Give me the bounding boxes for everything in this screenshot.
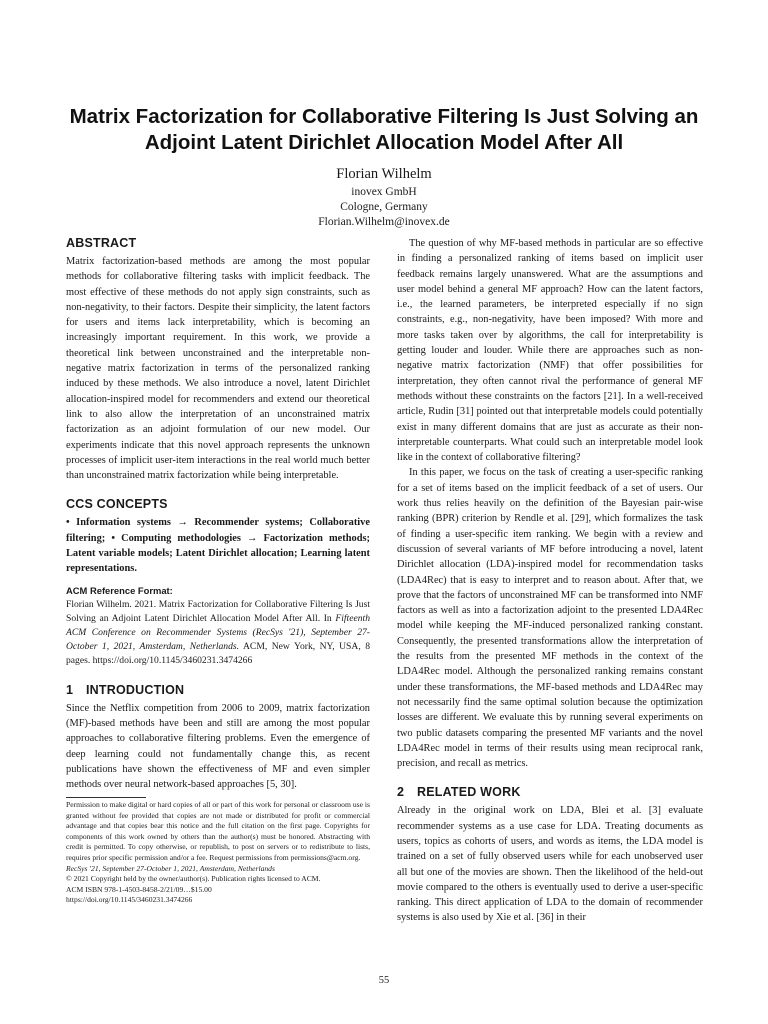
right-column — [397, 236, 703, 926]
conference-line: RecSys '21, September 27-October 1, 2021, Amsterdam, Netherlands — [66, 863, 275, 873]
intro-paragraph-2: The question of why MF-based methods in particular are so effective in finding a personalized ranking of items based on implicit user feedback remains largely unanswered. What are the assumptions and user model behind a general MF approach? How can the latent factors, i.e., the learned parameters, be interpreted especially if no sign constraints, e.g., non-negativity, have been imposed? With more and more tasks taken over by algorithms, the call for interpretability is getting louder and louder. While there are approaches such as non-negative matrix factorization (NMF) that offer possibilities for interpretation, they often cannot rival the performance of general MF methods without these constraints on the factors [21]. In a well-received article, Rudin [31] pointed out that interpretable models could potentially exist in many different domains that are just as accurate as their non-interpretable counterparts. What could such an interpretable model look like in the context of collaborative filtering? — [397, 238, 703, 464]
doi-link[interactable]: https://doi.org/10.1145/3460231.3474266 — [66, 895, 193, 905]
acm-reference-heading: ACM Reference Format: — [66, 584, 173, 596]
ccs-concepts: • Information systems → Recommender systems; Collaborative filtering; • Computing methodologies → Factorization methods; Latent variable models; Latent Dirichlet allocation; Learning latent representations. — [66, 517, 371, 575]
author-name: Florian Wilhelm — [336, 166, 432, 182]
page-number: 55 — [378, 975, 390, 986]
acm-reference: Florian Wilhelm. 2021. Matrix Factorization for Collaborative Filtering Is Just Solving an Adjoint Latent Dirichlet Allocation Model After All. In Fifteenth ACM Conference on Recommender Systems (RecSys '21), September 27-October 1, 2021, Amsterdam, Netherlands. ACM, New York, NY, USA, 8 pages. https://doi.org/10.1145/3460231.3474266 — [66, 598, 370, 667]
abstract-text: Matrix factorization-based methods are among the most popular methods for collaborative filtering tasks with implicit feedback. The most effective of these methods do not apply sign constraints, such as non-negativity, to their factors. Despite their simplicity, the latent factors for users and items lack interpretability, which is becoming an increasingly important requirement. In this work, we provide a theoretical link between unconstrained and the interpretable non-negative matrix factorization in terms of the personalized ranking induced by these methods. We also introduce a novel, latent Dirichlet allocation-inspired model for recommenders and extend our theoretical link to also allow the interpretation of an unconstrained matrix factorization as an adjoint formulation of our new model. Our experiments indicate that this novel approach represents the unknown processes of implicit user-item interactions in the real world much better than unconstrained matrix factorization while being interpretable. — [66, 256, 370, 482]
left-column — [66, 236, 370, 792]
intro-heading: 1 INTRODUCTION — [66, 682, 185, 697]
author-org: inovex GmbH — [351, 186, 417, 198]
intro-paragraph-3: In this paper, we focus on the task of creating a user-specific ranking for a set of items based on the implicit feedback of a set of users. Our work thus relies heavily on the definition of the Bayesian pair-wise ranking (BPR) criterion by Rendle et al. [29], which formalizes the task of finding a user-specific item ranking. We begin with a review and discussion of several variants of MF before introducing a novel, latent Dirichlet allocation (LDA)-inspired model for recommendation tasks (LDA4Rec) that is easy to interpret and to reason about. After that, we prove that the factors of unconstrained MF can be transformed into NMF factors as well as into a factorization adjoint to the presented LDA4Rec model while keeping the MF-induced personalized ranking constant. Consequently, the presented transformations allow the interpretation of the results from the presented MF methods in the context of the LDA4Rec model. Although the personalized ranking remains constant under these transformations, the MF-based methods and LDA4Rec may not necessarily find the same optimal solution because the optimization losses are different. We evaluate this by running several experiments on two public datasets comparing the presented MF variants and the novel LDA4Rec model in terms of their results using mean reciprocal rank, precision, and recall as metrics. — [397, 467, 703, 770]
author-email: Florian.Wilhelm@inovex.de — [318, 216, 450, 228]
copyright-line: © 2021 Copyright held by the owner/author(s). Publication rights licensed to ACM. — [66, 874, 321, 884]
author-location: Cologne, Germany — [340, 201, 428, 213]
intro-paragraph: Since the Netflix competition from 2006 to 2009, matrix factorization (MF)-based methods have been and still are among the most popular approaches to collaborative filtering problems. Even the emergence of deep learning could not fundamentally change this, as recent publications have shown the effectiveness of MF and even simpler methods over neural network-based approaches [5, 30]. — [66, 702, 370, 791]
paper-title: Matrix Factorization for Collaborative Filtering Is Just Solving an Adjoint Latent Dirichlet Allocation Model After All — [69, 105, 699, 154]
abstract-heading: ABSTRACT — [66, 236, 137, 250]
isbn-line: ACM ISBN 978-1-4503-8458-2/21/09…$15.00 — [66, 884, 212, 894]
footnote-rule — [66, 797, 146, 798]
ccs-heading: CCS CONCEPTS — [66, 497, 168, 512]
copyright-footnote — [66, 800, 370, 906]
related-work-heading: 2 RELATED WORK — [397, 785, 521, 800]
permission-text: Permission to make digital or hard copies of all or part of this work for personal or classroom use is granted without fee provided that copies are not made or distributed for profit or commercial advantage and that copies bear this notice and the full citation on the first page. Copyrights for components of this work owned by others than the author(s) must be honored. Abstracting with credit is permitted. To copy otherwise, or republish, to post on servers or to redistribute to lists, requires prior specific permission and/or a fee. Request permissions from permissions@acm.org. — [66, 800, 370, 862]
related-work-paragraph: Already in the original work on LDA, Blei et al. [3] evaluate recommender systems as a use case for LDA. Treating documents as users, topics as cohorts of users, and words as items, the LDA model is trained on a set of fully observed users while for each unobserved user all but one of the movies are shown. Then the likelihood of the held-out movie compared to the others is eventually used to derive a user-specific ranking. This direct application of LDA to the domain of recommender systems is also used by Xie et al. [36] in their — [397, 805, 703, 924]
